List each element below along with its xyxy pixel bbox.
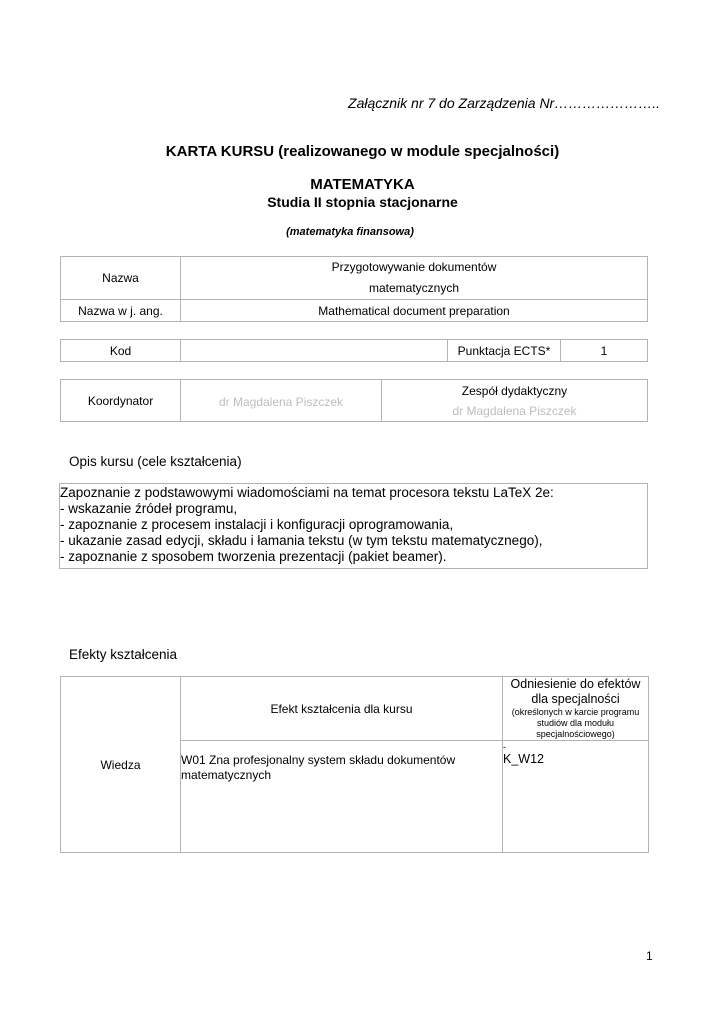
w01-reference	[503, 741, 649, 853]
effect-column-header: Efekt kształcenia dla kursu	[181, 677, 503, 741]
description-line: - zapoznanie z procesem instalacji i konfiguracji oprogramowania,	[60, 517, 454, 532]
study-level: Studia II stopnia stacjonarne	[267, 194, 458, 210]
description-line: - zapoznanie z sposobem tworzenia prezentacji (pakiet beamer).	[60, 549, 447, 564]
page-number: 1	[646, 949, 653, 963]
ref-mark: -	[503, 742, 506, 752]
ref-value: K_W12	[503, 752, 544, 766]
ref-header-note1: (określonych w karcie programu	[511, 707, 640, 717]
ects-label: Punktacja ECTS*	[448, 340, 561, 362]
ref-header-note2: studiów dla modułu	[536, 718, 615, 728]
course-name-table	[60, 256, 648, 322]
code-label: Kod	[61, 340, 181, 362]
description-line: Zapoznanie z podstawowymi wiadomościami na temat procesora tekstu LaTeX 2e:	[60, 485, 554, 500]
code-table	[60, 339, 648, 362]
description-line: - ukazanie zasad edycji, składu i łamania tekstu (w tym tekstu matematycznego),	[60, 533, 543, 548]
coordinator-label: Koordynator	[61, 380, 181, 422]
w01-line2: matematycznych	[181, 768, 272, 782]
document-title: KARTA KURSU (realizowanego w module specjalności)	[165, 143, 560, 160]
name-label: Nazwa	[61, 257, 181, 300]
name-en-label: Nazwa w j. ang.	[61, 300, 181, 322]
coordinator-value: dr Magdalena Piszczek	[181, 380, 382, 422]
subject-title: MATEMATYKA	[310, 176, 415, 193]
knowledge-label: Wiedza	[61, 677, 181, 853]
team-value: dr Magdalena Piszczek	[452, 403, 577, 418]
name-en-value: Mathematical document preparation	[181, 300, 648, 322]
description-heading: Opis kursu (cele kształcenia)	[69, 454, 242, 469]
code-value	[181, 340, 448, 362]
description-box	[59, 483, 648, 569]
reference-column-header	[503, 677, 649, 741]
w01-line1: W01 Zna profesjonalny system składu dokumentów	[181, 753, 456, 767]
ref-header-line1: Odniesienie do efektów	[510, 677, 641, 691]
ects-value: 1	[561, 340, 648, 362]
name-value	[181, 257, 648, 300]
annex-reference: Załącznik nr 7 do Zarządzenia Nr…………………..	[348, 95, 660, 111]
outcomes-heading: Efekty kształcenia	[69, 647, 178, 662]
ref-header-note3: specjalnościowego)	[536, 729, 615, 739]
name-value-line1: Przygotowywanie dokumentów	[331, 260, 497, 274]
team-label: Zespół dydaktyczny	[461, 383, 568, 398]
description-line: - wskazanie źródeł programu,	[60, 501, 238, 516]
specialty-name: (matematyka finansowa)	[286, 226, 414, 238]
w01-effect	[181, 741, 503, 853]
team-cell	[382, 380, 648, 422]
outcomes-table	[60, 676, 649, 853]
coordinator-table	[60, 379, 648, 422]
ref-header-line2: dla specjalności	[531, 692, 620, 706]
name-value-line2: matematycznych	[368, 281, 460, 295]
